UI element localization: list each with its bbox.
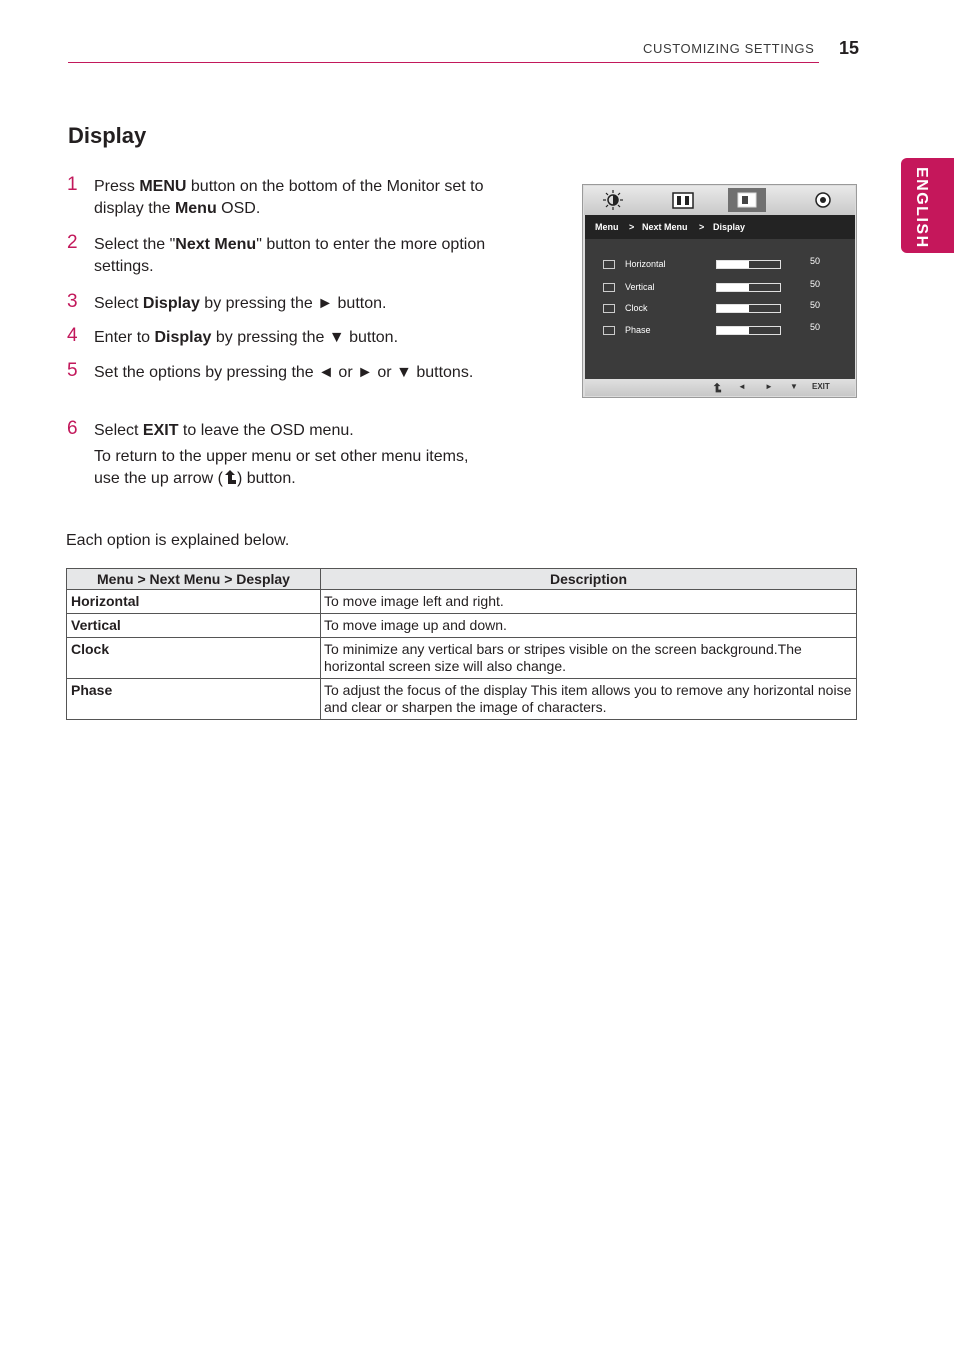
- step-6-note: [94, 446, 494, 490]
- option-description: To adjust the focus of the display This item allows you to remove any horizontal noise and clear or sharpen the image of characters.: [321, 679, 857, 720]
- step-text-segment: Select: [94, 295, 143, 312]
- osd-left-button: ◄: [738, 382, 746, 391]
- osd-slider: [716, 260, 781, 269]
- step-text-segment: Enter to: [94, 329, 155, 346]
- settings-icon: [804, 188, 842, 212]
- option-name: Vertical: [67, 614, 321, 638]
- step-text: [94, 362, 494, 384]
- osd-breadcrumb: [585, 215, 855, 239]
- osd-exit-button: EXIT: [812, 382, 830, 391]
- step-6-note-text-before: To return to the upper menu or set other menu items, use the up arrow (: [94, 448, 469, 487]
- osd-button-bar: [585, 379, 855, 396]
- phase-icon: [603, 326, 615, 335]
- step-text-segment: OSD.: [216, 200, 261, 217]
- table-header-description: Description: [321, 569, 857, 590]
- osd-item-value: 50: [810, 279, 821, 289]
- step-text: [94, 176, 494, 220]
- header-divider: [68, 62, 819, 63]
- osd-right-button: ►: [765, 382, 773, 391]
- step-emphasis: MENU: [139, 178, 187, 195]
- osd-slider: [716, 283, 781, 292]
- up-arrow-icon: [712, 382, 722, 395]
- page-number: 15: [839, 38, 860, 58]
- step-number: 4: [67, 325, 78, 346]
- osd-item-value: 50: [810, 256, 821, 266]
- table-row: [67, 638, 857, 679]
- osd-crumb-menu: Menu: [595, 222, 619, 232]
- step-text-segment: Select: [94, 422, 143, 439]
- osd-slider: [716, 304, 781, 313]
- osd-item-label: Phase: [625, 325, 651, 335]
- intro-text: Each option is explained below.: [66, 532, 290, 549]
- language-tab-label: ENGLISH: [913, 167, 930, 249]
- step-text-segment: by pressing the ► button.: [199, 295, 387, 312]
- osd-crumb-next-menu: Next Menu: [642, 222, 688, 232]
- osd-slider-fill: [717, 305, 749, 312]
- osd-crumb-separator: >: [699, 222, 705, 232]
- clock-icon: [603, 304, 615, 313]
- brightness-icon: [594, 188, 632, 212]
- step-text: [94, 420, 494, 442]
- osd-slider-fill: [717, 327, 749, 334]
- step-emphasis: Next Menu: [175, 236, 257, 253]
- vertical-icon: [603, 283, 615, 292]
- step-emphasis: Display: [142, 295, 200, 312]
- option-description: To move image left and right.: [321, 590, 857, 614]
- step-number: 3: [67, 291, 78, 312]
- step-text-segment: Select the ": [94, 236, 176, 253]
- osd-item-label: Horizontal: [625, 259, 666, 269]
- table-row: [67, 614, 857, 638]
- option-name: Phase: [67, 679, 321, 720]
- option-name: Horizontal: [67, 590, 321, 614]
- step-text: [94, 327, 494, 349]
- step-emphasis: EXIT: [142, 422, 179, 439]
- table-header-menu: Menu > Next Menu > Desplay: [67, 569, 321, 590]
- osd-crumb-display: Display: [713, 222, 746, 232]
- up-arrow-icon: [223, 469, 237, 485]
- header-section-title: CUSTOMIZING SETTINGS: [643, 41, 815, 56]
- osd-crumb-separator: >: [629, 222, 635, 232]
- option-name: Clock: [67, 638, 321, 679]
- osd-item-value: 50: [810, 322, 821, 332]
- step-text: [94, 293, 494, 315]
- table-row: [67, 590, 857, 614]
- step-text-segment: by pressing the ▼ button.: [211, 329, 399, 346]
- step-number: 1: [67, 174, 78, 195]
- display-icon: [728, 188, 766, 212]
- step-text-segment: button on the bottom of the Monitor set to display the: [94, 178, 484, 217]
- osd-item-label: Vertical: [625, 282, 655, 292]
- osd-screenshot: [582, 184, 857, 398]
- page-title: Display: [68, 123, 147, 148]
- step-text-segment: to leave the OSD menu.: [178, 422, 354, 439]
- table-body: [67, 590, 857, 720]
- step-text-segment: Set the options by pressing the ◄ or ► or ▼ buttons.: [94, 364, 474, 381]
- step-text-segment: " button to enter the more option settings.: [94, 236, 486, 275]
- next-menu-icon: [664, 188, 702, 212]
- option-description: To move image up and down.: [321, 614, 857, 638]
- step-number: 6: [67, 418, 78, 439]
- osd-slider-fill: [717, 261, 749, 268]
- step-emphasis: Menu: [174, 200, 217, 217]
- osd-slider: [716, 326, 781, 335]
- option-description: To minimize any vertical bars or stripes visible on the screen background.The horizontal screen size will also change.: [321, 638, 857, 679]
- step-number: 5: [67, 360, 78, 381]
- osd-item-value: 50: [810, 300, 821, 310]
- options-table: [66, 568, 857, 720]
- table-row: [67, 679, 857, 720]
- osd-item-label: Clock: [625, 303, 648, 313]
- osd-slider-fill: [717, 284, 749, 291]
- step-emphasis: Display: [154, 329, 212, 346]
- step-text: [94, 234, 494, 278]
- step-number: 2: [67, 232, 78, 253]
- osd-tab-bar: [584, 186, 855, 215]
- horizontal-icon: [603, 260, 615, 269]
- table-header-row: [67, 569, 857, 590]
- osd-panel: [585, 215, 855, 379]
- step-6-note-text-after: ) button.: [236, 470, 296, 487]
- osd-down-button: ▼: [790, 382, 798, 391]
- step-text-segment: Press: [94, 178, 140, 195]
